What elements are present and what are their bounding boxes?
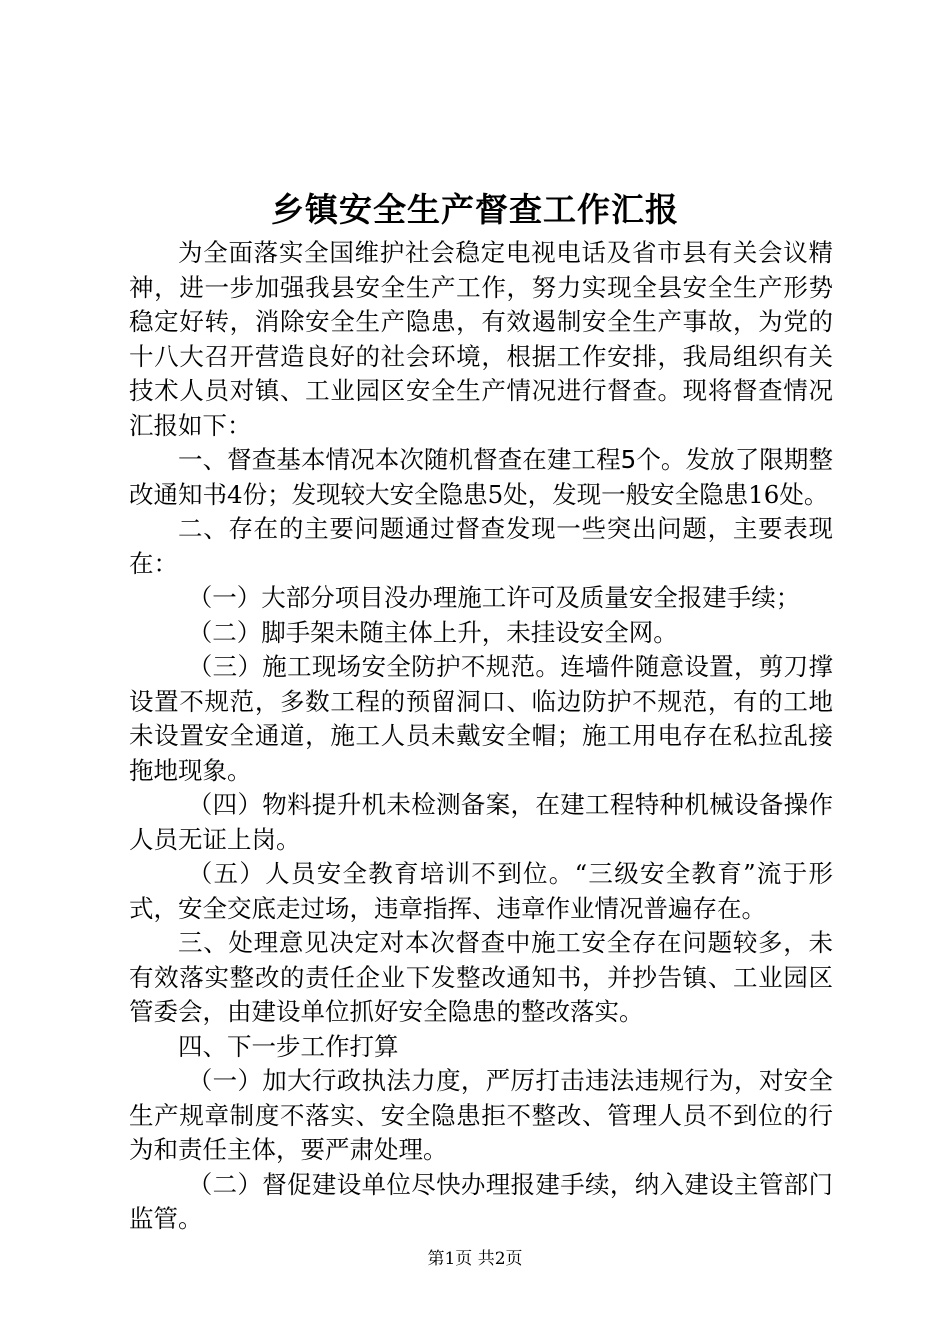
paragraph-lead: （二）督促建设单位尽快办理报建手续，纳入建设主管部门监管。 — [129, 1169, 833, 1233]
paragraph-lead: （二）脚手架未随主体上升，未挂设安全网。 — [187, 617, 678, 647]
document-body — [129, 236, 833, 1237]
paragraph-lead: 二、存在的主要问题通过督查发现一些突出问题，主要表现在： — [129, 514, 833, 578]
paragraph-text: “三级安全教育”流于形式，安全交底走过场，违章指挥、违章作业情况普遍存在。 — [129, 859, 833, 923]
paragraph-lead: （五）人员安全教育培训不到位。 — [187, 859, 575, 888]
paragraph-text: 为全面落实全国维护社会稳定电视电话及省市县有关会议精神，进一步加强我县安全生产工作，努力实现全县安全生产形势稳定好转，消除安全生产隐患，有效遏制安全生产事故，为党的十八大召开营造良好的社会环境，根据工作安排，我局组织有关技术人员对镇、工业园区安全生产情况进行督查。现将督查情况汇报如下： — [129, 238, 833, 440]
paragraph-lead: （四）物料提升机未检测备案，在建工程特种机械设备操作人员无证上岗。 — [129, 790, 833, 854]
paragraph-lead: 三、处理意见决定对本次督查中施工安全存在问题较多，未有效落实整改的责任企业下发整改通知书，并抄告镇、工业园区管委会，由建设单位抓好安全隐患的整改落实。 — [129, 928, 833, 1026]
paragraph-section-2 — [129, 512, 833, 581]
paragraph-item-1 — [129, 581, 833, 616]
paragraph-lead: （一）大部分项目没办理施工许可及质量安全报建手续； — [187, 583, 801, 612]
paragraph-lead: （一）加大行政执法力度，严厉打击违法违规行为，对安全生产规章制度不落实、安全隐患拒不整改、管理人员不到位的行为和责任主体，要严肃处理。 — [129, 1066, 833, 1164]
page-footer: 第1页 共2页 — [427, 1249, 523, 1269]
paragraph-plan-2 — [129, 1168, 833, 1237]
paragraph-item-3 — [129, 650, 833, 788]
paragraph-plan-1 — [129, 1064, 833, 1168]
paragraph-item-4 — [129, 788, 833, 857]
paragraph-lead: 四、下一步工作打算 — [178, 1031, 399, 1061]
paragraph-lead: （三）施工现场安全防护不规范。 — [187, 652, 561, 681]
paragraph-item-5 — [129, 857, 833, 926]
paragraph-text: 发放了限期整改通知书4份；发现较大安全隐患5处，发现一般安全隐患16处。 — [129, 445, 833, 509]
paragraph-section-3 — [129, 926, 833, 1030]
paragraph-text: 连墙件随意设置，剪刀撑设置不规范，多数工程的预留洞口、临边防护不规范，有的工地未设置安全通道，施工人员未戴安全帽；施工用电存在私拉乱接拖地现象。 — [129, 652, 833, 785]
paragraph-section-4 — [129, 1030, 833, 1065]
paragraph-lead: 一、督查基本情况本次随机督查在建工程5个。 — [178, 445, 686, 474]
paragraph-section-1 — [129, 443, 833, 512]
paragraph-item-2 — [129, 616, 833, 651]
paragraph-intro — [129, 236, 833, 443]
document-title: 乡镇安全生产督查工作汇报 — [271, 190, 679, 229]
